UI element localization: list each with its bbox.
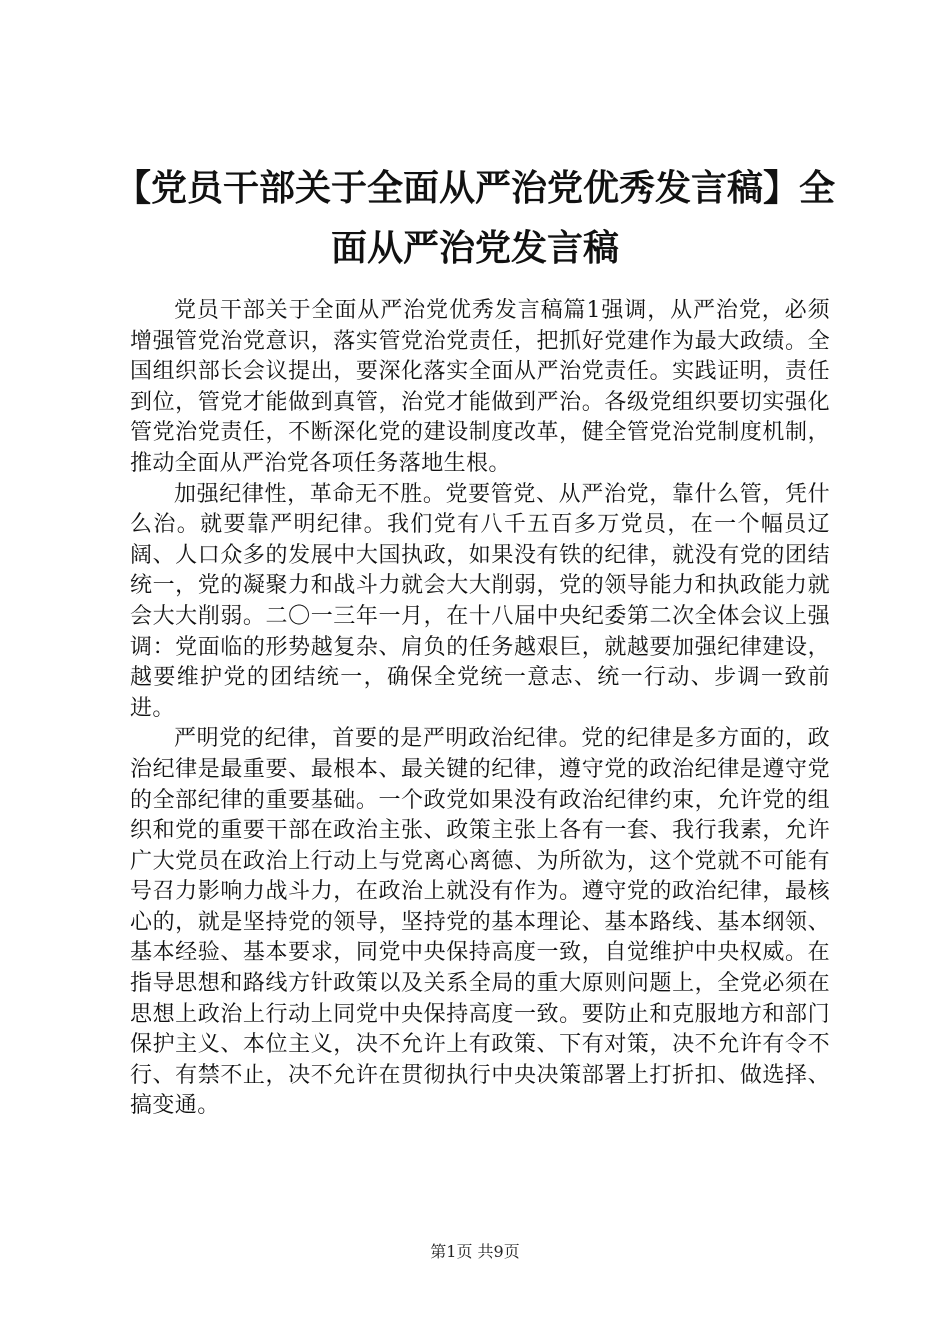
paragraph-2: 加强纪律性，革命无不胜。党要管党、从严治党，靠什么管，凭什么治。就要靠严明纪律。我们党有八千五百多万党员，在一个幅员辽阔、人口众多的发展中大国执政，如果没有铁的纪律，就没有党的团结统一，党的凝聚力和战斗力就会大大削弱，党的领导能力和执政能力就会大大削弱。二〇一三年一月，在十八届中央纪委第二次全体会议上强调：党面临的形势越复杂、肩负的任务越艰巨，就越要加强纪律建设，越要维护党的团结统一，确保全党统一意志、统一行动、步调一致前进。 [130,481,830,721]
paragraph-3: 严明党的纪律，首要的是严明政治纪律。党的纪律是多方面的，政治纪律是最重要、最根本、最关键的纪律，遵守党的政治纪律是遵守党的全部纪律的重要基础。一个政党如果没有政治纪律约束，允许党的组织和党的重要干部在政治主张、政策主张上各有一套、我行我素，允许广大党员在政治上行动上与党离心离德、为所欲为，这个党就不可能有号召力影响力战斗力，在政治上就没有作为。遵守党的政治纪律，最核心的，就是坚持党的领导，坚持党的基本理论、基本路线、基本纲领、基本经验、基本要求，同党中央保持高度一致，自觉维护中央权威。在指导思想和路线方针政策以及关系全局的重大原则问题上，全党必须在思想上政治上行动上同党中央保持高度一致。要防止和克服地方和部门保护主义、本位主义，决不允许上有政策、下有对策，决不允许有令不行、有禁不止，决不允许在贯彻执行中央决策部署上打折扣、做选择、搞变通。 [130,726,830,1119]
page-number-footer: 第1页 共9页 [430,1242,520,1261]
paragraph-1: 党员干部关于全面从严治党优秀发言稿篇1强调，从严治党，必须增强管党治党意识，落实管党治党责任，把抓好党建作为最大政绩。全国组织部长会议提出，要深化落实全面从严治党责任。实践证明，责任到位，管党才能做到真管，治党才能做到严治。各级党组织要切实强化管党治党责任，不断深化党的建设制度改革，健全管党治党制度机制，推动全面从严治党各项任务落地生根。 [130,298,830,476]
document-title: 【党员干部关于全面从严治党优秀发言稿】全面从严治党发言稿 [114,167,835,269]
document-body [130,296,830,1122]
